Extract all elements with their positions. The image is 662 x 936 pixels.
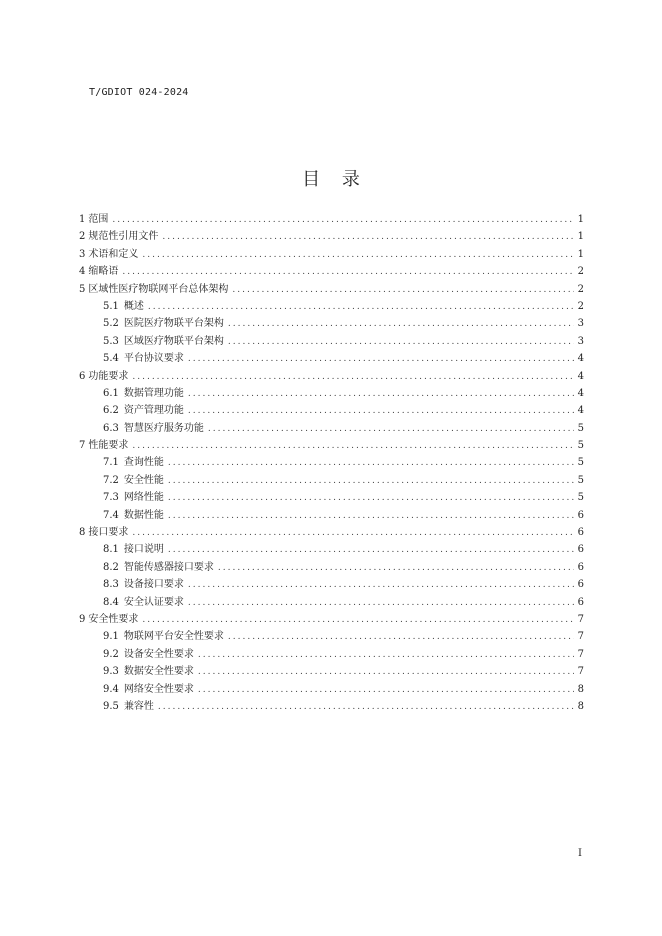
toc-leader-dots xyxy=(122,264,573,281)
toc-entry-label: 缩略语 xyxy=(88,266,119,278)
toc-leader-dots xyxy=(188,351,574,368)
toc-leader-dots xyxy=(168,455,574,472)
toc-leader-dots xyxy=(168,542,574,559)
toc-entry-page: 6 xyxy=(577,561,584,573)
toc-entry-number: 7.4 xyxy=(103,509,119,521)
toc-entry-page: 5 xyxy=(577,474,584,486)
toc-entry[interactable] xyxy=(79,263,584,280)
toc-entry-page: 3 xyxy=(577,318,584,330)
toc-entry-label: 平台协议要求 xyxy=(123,353,184,365)
toc-leader-dots xyxy=(218,560,574,577)
toc-entry-number: 7 xyxy=(79,440,86,452)
toc-entry-page: 8 xyxy=(577,683,584,695)
toc-entry-label: 安全认证要求 xyxy=(123,596,184,608)
toc-entry-label: 接口要求 xyxy=(88,527,129,539)
toc-leader-dots xyxy=(198,682,574,699)
toc-entry[interactable] xyxy=(79,437,584,454)
toc-entry-number: 8.4 xyxy=(103,596,119,608)
toc-entry-label: 范围 xyxy=(88,214,109,225)
toc-entry-page: 1 xyxy=(577,248,584,260)
toc-entry-number: 3 xyxy=(79,248,86,260)
toc-entry[interactable] xyxy=(79,420,584,437)
toc-leader-dots xyxy=(228,316,574,333)
toc-leader-dots xyxy=(232,282,573,299)
toc-entry-page: 5 xyxy=(577,457,584,469)
toc-leader-dots xyxy=(142,612,573,629)
toc-entry-number: 5.3 xyxy=(103,335,119,347)
toc-entry[interactable] xyxy=(79,385,584,402)
toc-entry[interactable] xyxy=(79,559,584,576)
toc-entry-number: 5 xyxy=(79,283,86,295)
toc-entry-page: 4 xyxy=(577,353,584,365)
toc-entry[interactable] xyxy=(79,454,584,471)
toc-entry[interactable] xyxy=(79,524,584,541)
toc-entry-label: 区域性医疗物联网平台总体架构 xyxy=(88,283,229,295)
toc-entry-number: 6.2 xyxy=(103,405,119,417)
toc-entry-number: 9.3 xyxy=(103,666,119,678)
toc-entry-label: 功能要求 xyxy=(88,370,129,382)
toc-entry-label: 设备接口要求 xyxy=(123,579,184,591)
toc-entry-label: 物联网平台安全性要求 xyxy=(123,631,224,643)
toc-entry-label: 术语和定义 xyxy=(88,248,139,260)
toc-entry-number: 7.1 xyxy=(103,457,119,469)
toc-leader-dots xyxy=(228,629,574,646)
toc-entry-label: 网络性能 xyxy=(123,492,164,504)
toc-entry[interactable] xyxy=(79,576,584,593)
toc-entry-page: 5 xyxy=(577,440,584,452)
toc-title: 目 录 xyxy=(302,169,368,190)
toc-entry-label: 资产管理功能 xyxy=(123,405,184,417)
toc-leader-dots xyxy=(188,595,574,612)
toc-entry-page: 6 xyxy=(577,527,584,539)
toc-entry-label: 概述 xyxy=(123,300,144,312)
page-number: I xyxy=(578,848,582,859)
toc-entry-page: 7 xyxy=(577,631,584,643)
toc-entry-page: 2 xyxy=(577,283,584,295)
toc-entry-page: 4 xyxy=(577,370,584,382)
toc-entry[interactable] xyxy=(79,594,584,611)
toc-leader-dots xyxy=(198,647,574,664)
toc-leader-dots xyxy=(148,299,574,316)
toc-entry-page: 4 xyxy=(577,387,584,399)
toc-entry-number: 4 xyxy=(79,266,86,278)
toc-entry-label: 智慧医疗服务功能 xyxy=(123,422,204,434)
toc-entry-page: 6 xyxy=(577,509,584,521)
toc-entry[interactable] xyxy=(79,507,584,524)
toc-entry[interactable] xyxy=(79,281,584,298)
toc-entry-label: 智能传感器接口要求 xyxy=(123,561,214,573)
toc-entry-page: 5 xyxy=(577,492,584,504)
toc-leader-dots xyxy=(142,247,573,264)
toc-leader-dots xyxy=(208,421,574,438)
toc-entry-label: 安全性要求 xyxy=(88,613,139,625)
toc-entry-label: 数据管理功能 xyxy=(123,387,184,399)
toc-entry[interactable] xyxy=(79,315,584,332)
toc-leader-dots xyxy=(168,473,574,490)
toc-leader-dots xyxy=(158,699,574,716)
toc-entry-page: 1 xyxy=(577,231,584,243)
toc-entry-number: 6 xyxy=(79,370,86,382)
toc-leader-dots xyxy=(168,490,574,507)
toc-entry-page: 7 xyxy=(577,613,584,625)
toc-entry-number: 8.1 xyxy=(103,544,119,556)
toc-entry-page: 6 xyxy=(577,544,584,556)
table-of-contents xyxy=(79,211,584,715)
toc-entry-page: 6 xyxy=(577,596,584,608)
toc-entry-label: 规范性引用文件 xyxy=(88,231,159,243)
toc-entry-label: 数据性能 xyxy=(123,509,164,521)
toc-entry[interactable] xyxy=(79,333,584,350)
toc-entry[interactable] xyxy=(79,663,584,680)
toc-entry-page: 6 xyxy=(577,579,584,591)
toc-entry-page: 4 xyxy=(577,405,584,417)
toc-leader-dots xyxy=(188,386,574,403)
toc-leader-dots xyxy=(112,212,573,229)
toc-entry-number: 9.4 xyxy=(103,683,119,695)
toc-entry-label: 接口说明 xyxy=(123,544,164,556)
toc-entry[interactable] xyxy=(79,298,584,315)
toc-entry[interactable] xyxy=(79,489,584,506)
toc-entry-number: 9 xyxy=(79,613,86,625)
toc-entry[interactable] xyxy=(79,541,584,558)
toc-entry-label: 性能要求 xyxy=(88,440,129,452)
toc-entry-number: 8.2 xyxy=(103,561,119,573)
toc-leader-dots xyxy=(228,334,574,351)
toc-entry[interactable] xyxy=(79,681,584,698)
toc-entry-label: 网络安全性要求 xyxy=(123,683,194,695)
toc-leader-dots xyxy=(162,229,573,246)
toc-entry-number: 9.1 xyxy=(103,631,119,643)
toc-entry-number: 9.5 xyxy=(103,700,119,712)
toc-entry-number: 8 xyxy=(79,527,86,539)
toc-entry-page: 8 xyxy=(577,700,584,712)
toc-entry-label: 兼容性 xyxy=(123,700,154,712)
toc-entry-number: 6.1 xyxy=(103,387,119,399)
toc-entry[interactable] xyxy=(79,402,584,419)
toc-entry-page: 2 xyxy=(577,266,584,278)
toc-entry-label: 安全性能 xyxy=(123,474,164,486)
toc-entry[interactable] xyxy=(79,646,584,663)
toc-entry-number: 5.2 xyxy=(103,318,119,330)
toc-entry-number: 6.3 xyxy=(103,422,119,434)
toc-entry-label: 医院医疗物联平台架构 xyxy=(123,318,224,330)
toc-entry-number: 9.2 xyxy=(103,648,119,660)
toc-leader-dots xyxy=(132,438,573,455)
toc-leader-dots xyxy=(132,525,573,542)
toc-entry-number: 1 xyxy=(79,214,86,225)
toc-entry-page: 1 xyxy=(577,214,584,225)
toc-entry-number: 5.4 xyxy=(103,353,119,365)
toc-entry-number: 5.1 xyxy=(103,300,119,312)
toc-entry-page: 5 xyxy=(577,422,584,434)
toc-leader-dots xyxy=(188,577,574,594)
toc-entry[interactable] xyxy=(79,228,584,245)
toc-entry-label: 设备安全性要求 xyxy=(123,648,194,660)
toc-entry[interactable] xyxy=(79,246,584,263)
toc-entry-page: 3 xyxy=(577,335,584,347)
toc-entry-page: 2 xyxy=(577,300,584,312)
toc-leader-dots xyxy=(188,403,574,420)
toc-entry[interactable] xyxy=(79,350,584,367)
toc-entry-page: 7 xyxy=(577,648,584,660)
toc-entry-number: 2 xyxy=(79,231,86,243)
toc-entry-page: 7 xyxy=(577,666,584,678)
toc-entry[interactable] xyxy=(79,628,584,645)
toc-entry-label: 查询性能 xyxy=(123,457,164,469)
toc-entry[interactable] xyxy=(79,611,584,628)
document-code: T/GDIOT 024-2024 xyxy=(89,87,189,98)
toc-leader-dots xyxy=(132,369,573,386)
toc-entry-number: 7.2 xyxy=(103,474,119,486)
toc-leader-dots xyxy=(198,664,574,681)
toc-entry[interactable] xyxy=(79,472,584,489)
toc-entry[interactable] xyxy=(79,368,584,385)
toc-entry[interactable] xyxy=(79,698,584,715)
toc-entry-number: 7.3 xyxy=(103,492,119,504)
toc-entry-number: 8.3 xyxy=(103,579,119,591)
toc-entry[interactable] xyxy=(79,211,584,228)
toc-leader-dots xyxy=(168,508,574,525)
toc-entry-label: 数据安全性要求 xyxy=(123,666,194,678)
toc-entry-label: 区域医疗物联平台架构 xyxy=(123,335,224,347)
